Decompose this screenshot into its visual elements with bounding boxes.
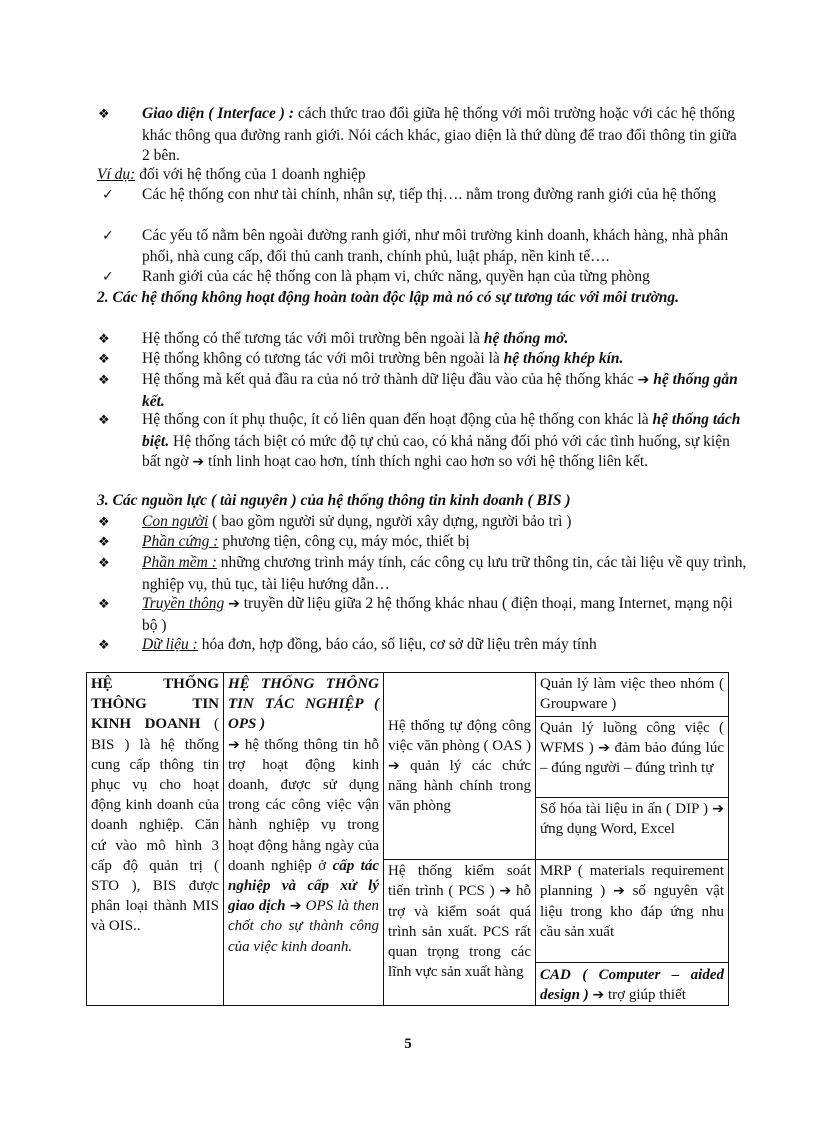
diamond-bullet-icon: ❖ [98,107,110,122]
example-item-1: ✓ Các hệ thống con như tài chính, nhân sự, tiếp thị…. nằm trong đường ranh giới của hệ thống [122,185,742,206]
right-arrow-icon: ➔ [192,454,205,470]
section-2-bullet-1: ❖ Hệ thống có thể tương tác với môi trường bên ngoài là hệ thống mở. [120,329,747,351]
resource-item-data: ❖ Dữ liệu : hóa đơn, hợp đồng, báo cáo, số liệu, cơ sở dữ liệu trên máy tính [120,635,747,657]
diamond-bullet-icon: ❖ [98,535,110,550]
right-arrow-icon: ➔ [289,898,302,915]
diamond-bullet-icon: ❖ [98,413,110,428]
example-item-2: ✓ Các yếu tố nằm bên ngoài đường ranh giới, như môi trường kinh doanh, khách hàng, nhà phân phối, nhà cung cấp, đối thủ canh tranh, chính phủ, luật pháp, nền kinh tế…. [102,227,729,265]
interface-term: Giao diện ( Interface ) : [142,105,294,122]
right-arrow-icon: ➔ [499,883,512,900]
oas-cell: Hệ thống tự động công việc văn phòng ( OAS ) ➔ quản lý các chức năng hành chính trong văn phòng [384,673,536,860]
interface-text: cách thức trao đổi giữa hệ thống với môi trường hoặc với các hệ thống khác thông qua đường ranh giới. Nói cách khác, giao diện là thứ dùng để trao đổi thông tin giữa 2 bên. [142,105,737,164]
groupware-cell: Quản lý làm việc theo nhóm ( Groupware ) [536,673,729,717]
diamond-bullet-icon: ❖ [98,373,110,388]
resource-item-hardware: ❖ Phần cứng : phương tiện, công cụ, máy móc, thiết bị [120,532,747,554]
right-arrow-icon: ➔ [598,739,610,756]
resource-item-communication: ❖ Truyền thông ➔ truyền dữ liệu giữa 2 hệ thống khác nhau ( điện thoại, mang Internet, mạng nội bộ ) [98,595,733,634]
cad-cell: CAD ( Computer – aided design ) ➔ trợ giúp thiết [540,967,724,1004]
check-icon: ✓ [102,269,114,285]
right-arrow-icon: ➔ [228,736,240,753]
check-icon: ✓ [102,187,114,203]
interface-paragraph [98,104,742,167]
wfms-cell: Quản lý luồng công việc ( WFMS ) ➔ đảm bảo đúng lúc – đúng người – đúng trình tự [536,716,729,797]
section-2-bullet-2: ❖ Hệ thống không có tương tác với môi trường bên ngoài là hệ thống khép kín. [120,349,747,371]
right-arrow-icon: ➔ [592,987,605,1004]
dip-cell: Số hóa tài liệu in ấn ( DIP ) ➔ ứng dụng Word, Excel [536,797,729,859]
diamond-bullet-icon: ❖ [98,515,110,530]
section-2-bullet-4: ❖ Hệ thống con ít phụ thuộc, ít có liên quan đến hoạt động của hệ thống con khác là hệ thống tách biệt. Hệ thống tách biệt có mức độ tự chủ cao, có khả năng đối phó với các tình huống, sự kiện bất ngờ ➔ tính linh hoạt cao hơn, tính thích nghi cao hơn so với hệ thống liên kết. [98,411,741,470]
diamond-bullet-icon: ❖ [98,597,110,612]
right-arrow-icon: ➔ [613,883,625,900]
mrp-cell: MRP ( materials requirement planning ) ➔ số nguyên vật liệu trong kho đáp ứng nhu cầu sản xuất [536,860,728,963]
bis-cell: HỆ THỐNG THÔNG TIN KINH DOANH ( BIS ) là hệ thống cung cấp thông tin phục vụ cho hoạt động kinh doanh của doanh nghiệp. Căn cứ vào mô hình 3 cấp độ quản trị ( STO ), BIS được phân loại thành MIS và OIS.. [87,673,224,1006]
manufacturing-cell [536,860,729,1006]
example-text: đối với hệ thống của 1 doanh nghiệp [135,166,366,183]
example-item-3: ✓ Ranh giới của các hệ thống con là phạm vi, chức năng, quyền hạn của từng phòng [122,267,742,288]
right-arrow-icon: ➔ [637,372,650,388]
right-arrow-icon: ➔ [388,758,400,775]
check-icon: ✓ [102,228,114,244]
section-3-heading: 3. Các nguồn lực ( tài nguyên ) của hệ thống thông tin kinh doanh ( BIS ) [97,492,571,509]
ops-cell: HỆ THỐNG THÔNG TIN TÁC NGHIỆP ( OPS ) ➔ hệ thống thông tin hỗ trợ hoạt động kinh doanh, được sử dụng trong các công việc vận hành nghiệp vụ trong hoạt động hằng ngày của doanh nghiệp ở cấp tác nghiệp và cấp xử lý giao dịch ➔ OPS là then chốt cho sự thành công của việc kinh doanh. [224,673,384,1006]
diamond-bullet-icon: ❖ [98,638,110,653]
pcs-cell: Hệ thống kiểm soát tiến trình ( PCS ) ➔ hỗ trợ và kiểm soát quá trình sản xuất. PCS rất quan trọng trong các lĩnh vực sản xuất hàng [384,860,536,1006]
bis-classification-table [86,672,729,1006]
right-arrow-icon: ➔ [228,596,240,612]
diamond-bullet-icon: ❖ [98,332,110,347]
resource-item-people: ❖ Con người ( bao gồm người sử dụng, người xây dựng, người bảo trì ) [120,512,747,534]
diamond-bullet-icon: ❖ [98,352,110,367]
section-2-bullet-3: ❖ Hệ thống mà kết quả đầu ra của nó trở thành dữ liệu đầu vào của hệ thống khác ➔ hệ thống gắn kết. [98,371,738,410]
right-arrow-icon: ➔ [712,800,724,817]
resource-item-software: ❖ Phần mềm : những chương trình máy tính, các công cụ lưu trữ thông tin, các tài liệu về quy trình, nghiệp vụ, thủ tục, tài liệu hướng dẫn… [98,554,747,593]
example-label: Ví dụ: [97,166,136,183]
diamond-bullet-icon: ❖ [98,556,110,571]
example-line [97,165,727,186]
section-2-heading: 2. Các hệ thống không hoạt động hoàn toàn độc lập mà nó có sự tương tác với môi trường. [97,289,680,306]
page-number: 5 [404,1036,412,1052]
